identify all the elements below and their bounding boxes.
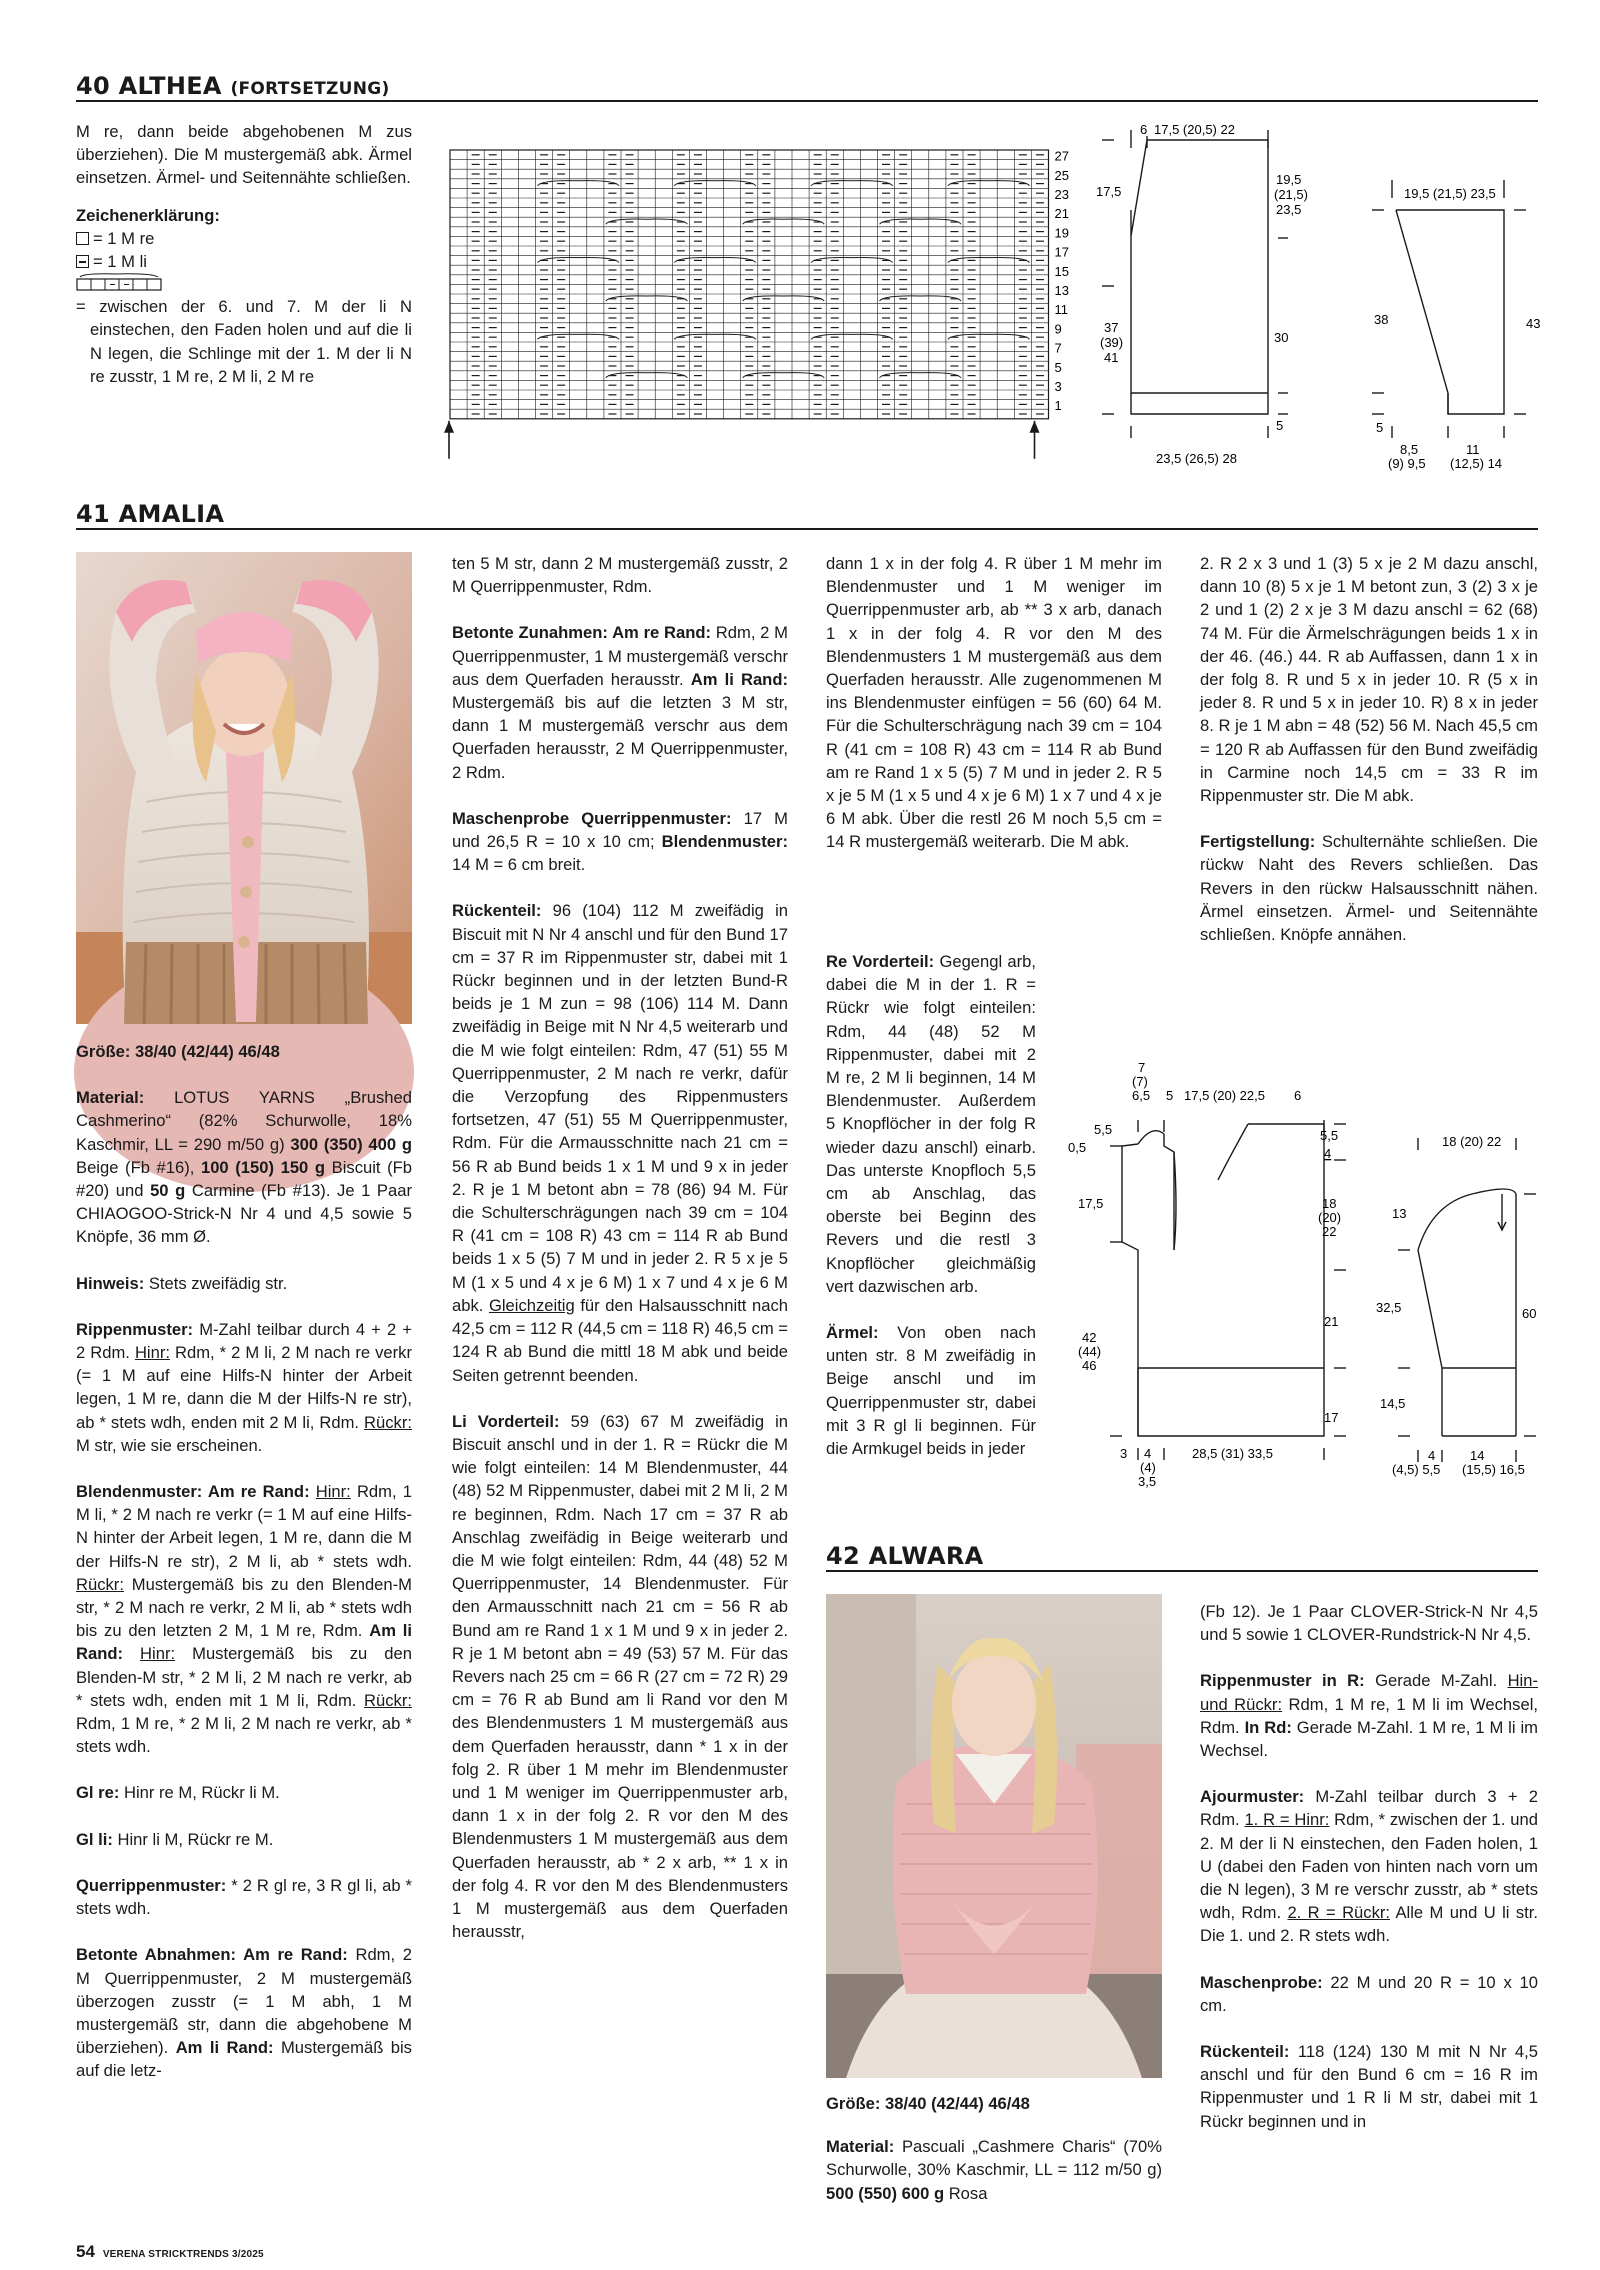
- am-b2: 4: [1144, 1446, 1152, 1461]
- as-r1: 60: [1522, 1306, 1537, 1321]
- amalia-zunahmen: Betonte Zunahmen: Am re Rand: Rdm, 2 M Querrippenmuster, 1 M mustergemäß verschr aus dem Querfaden herausstr. Am li Rand: Mustergemäß bis auf die letzten 3 M str, dann 1 M mustergemäß verschr aus dem Querfaden herausstr, 2 M Querrippenmuster, 2 Rdm.: [452, 623, 788, 782]
- amalia-sleeve-schematic: [1362, 1114, 1544, 1539]
- amalia-querrippenmuster: Querrippenmuster: * 2 R gl re, 3 R gl li, ab * stets wdh.: [76, 1875, 412, 1919]
- as-l3: 14,5: [1380, 1396, 1406, 1411]
- back-left-2c: 41: [1104, 350, 1119, 365]
- althea-intro: M re, dann beide abgehobenen M zus überziehen). Die M mustergemäß abk. Ärmel einsetzen. Ärmel- und Seitennähte schließen.: [76, 122, 412, 188]
- section-rule-alwara: [826, 1570, 1538, 1572]
- page-footer: [76, 2242, 264, 2262]
- back-top-6: 6: [1140, 122, 1148, 137]
- chart-row-label: 3: [1054, 378, 1062, 394]
- section-header-alwara: [826, 1542, 983, 1570]
- amalia-size: Größe: 38/40 (42/44) 46/48: [76, 1042, 280, 1061]
- am-b4: 3,5: [1138, 1474, 1157, 1489]
- chart-row-label: 23: [1054, 186, 1069, 202]
- back-left-1: 17,5: [1096, 184, 1122, 199]
- as-l2: 32,5: [1376, 1300, 1402, 1315]
- legend-cable-text: = zwischen der 6. und 7. M der li N einstechen, den Faden holen und auf die li N legen, die Schlinge mit der 1. M der li N re zusstr, 1 M re, 2 M li, 2 M re: [76, 297, 412, 386]
- cable-symbol-icon: [76, 273, 412, 295]
- amalia-body-schematic: [1068, 1060, 1358, 1545]
- legend-title: Zeichenerklärung:: [76, 205, 220, 225]
- amalia-rippenmuster: Rippenmuster: M-Zahl teilbar durch 4 + 2 + 2 Rdm. Hinr: Rdm, * 2 M li, 2 M nach re verkr (= 1 M auf eine Hilfs-N hinter der Arbeit legen, 1 M re, dann die M der Hilfs-N re str), ab * stets wdh, enden mit 2 M li, Rdm. Rückr: M str, wie sie erscheinen.: [76, 1319, 412, 1455]
- purl-stitch-symbol-icon: [76, 255, 89, 268]
- as-b4: (15,5) 16,5: [1462, 1462, 1525, 1477]
- am-top-5: 17,5 (20) 22,5: [1184, 1088, 1265, 1103]
- chart-row-label: 21: [1054, 206, 1069, 222]
- chart-row-label: 27: [1054, 148, 1069, 164]
- page-number: 54: [76, 2242, 95, 2261]
- back-left-2a: 37: [1104, 320, 1119, 335]
- amalia-c4-intro: 2. R 2 x 3 und 1 (3) 5 x je 2 M dazu anschl, dann 10 (8) 5 x je 1 M betont zun, 3 (2) 3 x je 2 und 1 (2) 2 x je 3 M dazu anschl = 62 (68) 74 M. Für die Ärmelschrägungen beids 1 x in der 46. (46.) 44. R ab Auffassen, dann 1 x in der folg 8. R und 5 x in jeder 10. R (5 x in jeder 8. R und 5 x in jeder 10. R) 8 x in jeder 8. R je 1 M abn = 48 (52) 56 M. Nach 45,5 cm = 120 R ab Auffassen für den Bund zweifädig in Carmine noch 14,5 cm = 33 R im Rippenmuster str. Die M abk.: [1200, 554, 1538, 806]
- am-r5: 17: [1324, 1410, 1339, 1425]
- alwara-rueckenteil: Rückenteil: 118 (124) 130 M mit N Nr 4,5 anschl und für den Bund 6 cm = 16 R im Rippenmuster und 1 R li M str, dabei mit 1 Rückr beginnen und in: [1200, 2042, 1538, 2131]
- am-l2: 0,5: [1068, 1140, 1087, 1155]
- chart-row-label: 25: [1054, 167, 1069, 183]
- am-b5: 28,5 (31) 33,5: [1192, 1446, 1273, 1461]
- legend-purl-text: = 1 M li: [93, 252, 147, 272]
- am-l3: 17,5: [1078, 1196, 1104, 1211]
- althea-back-schematic: [1090, 118, 1308, 483]
- amalia-photo: [76, 552, 412, 1024]
- as-top: 18 (20) 22: [1442, 1134, 1502, 1149]
- legend-row-purl: [76, 250, 412, 273]
- section-rule-amalia: [76, 528, 1538, 530]
- back-right-1b: (21,5): [1274, 187, 1308, 202]
- knit-stitch-symbol-icon: [76, 232, 89, 245]
- sleeve-top: 19,5 (21,5) 23,5: [1404, 186, 1496, 201]
- amalia-column-2: [452, 552, 788, 2242]
- section-header-amalia: [76, 500, 224, 528]
- althea-stitch-chart: [440, 146, 1080, 471]
- amalia-hinweis: Hinweis: Stets zweifädig str.: [76, 1273, 288, 1293]
- back-right-1a: 19,5: [1276, 172, 1302, 187]
- magazine-name: VERENA STRICKTRENDS 3/2025: [102, 2249, 264, 2260]
- am-r1: 5,5: [1320, 1128, 1339, 1143]
- sleeve-bottom-c: (9) 9,5: [1388, 456, 1426, 471]
- legend-row-knit: [76, 227, 412, 250]
- am-l4a: 42: [1082, 1330, 1097, 1345]
- amalia-c2-intro: ten 5 M str, dann 2 M mustergemäß zusstr, 2 M Querrippenmuster, Rdm.: [452, 554, 788, 597]
- amalia-column-3b: [826, 950, 1036, 1546]
- chart-row-label: 11: [1054, 302, 1068, 318]
- am-r4: 21: [1324, 1314, 1339, 1329]
- alwara-ajourmuster: Ajourmuster: M-Zahl teilbar durch 3 + 2 Rdm. 1. R = Hinr: Rdm, * zwischen der 1. und 2. M der li N einstechen, den Faden holen, 1 U (dabei den Faden von hinten nach vorn um die N legen), 3 M re verschr zusstr, ab * stets wdh, Rdm. 2. R = Rückr: Alle M und U li str. Die 1. und 2. R stets wdh.: [1200, 1787, 1538, 1946]
- am-top-6: 6: [1294, 1088, 1302, 1103]
- alwara-column-2: [1200, 1600, 1538, 2240]
- section-title-amalia: 41 AMALIA: [76, 500, 225, 528]
- amalia-abnahmen: Betonte Abnahmen: Am re Rand: Rdm, 2 M Querrippenmuster, 2 M mustergemäß überzogen zusstr (= 1 M abh, 1 M mustergemäß str, dann die abgehobene M überziehen). Am li Rand: Mustergemäß bis auf die letz-: [76, 1945, 412, 2081]
- amalia-blendenmuster: Blendenmuster: Am re Rand: Hinr: Rdm, 1 M li, * 2 M nach re verkr (= 1 M auf eine Hilfs-N hinter der Arbeit legen, 1 M re, dann die M der Hilfs-N re str), 2 M li, ab * stets wdh. Rückr: Mustergemäß bis zu den Blenden-M str, * 2 M nach re verkr, 2 M li, ab * stets wdh bis zu den letzten 2 M, 1 M re, Rdm. Am li Rand: Hinr: Mustergemäß bis zu den Blenden-M str, * 2 M li, 2 M nach re verkr, ab * stets wdh, enden mit 1 M li, Rdm. Rückr: Rdm, 1 M re, * 2 M li, 2 M nach re verkr, ab * stets wdh.: [76, 1482, 412, 1757]
- am-l4c: 46: [1082, 1358, 1097, 1373]
- chart-row-label: 17: [1054, 244, 1069, 260]
- as-b3: (4,5) 5,5: [1392, 1462, 1441, 1477]
- alwara-maschenprobe: Maschenprobe: 22 M und 20 R = 10 x 10 cm.: [1200, 1972, 1538, 2015]
- alwara-material: Material: Pascuali „Cashmere Charis“ (70% Schurwolle, 30% Kaschmir, LL = 112 m/50 g) 500 (550) 600 g Rosa: [826, 2137, 1162, 2203]
- alwara-size: Größe: 38/40 (42/44) 46/48: [826, 2094, 1030, 2113]
- amalia-rueckenteil: Rückenteil: 96 (104) 112 M zweifädig in Biscuit mit N Nr 4 anschl und für den Bund 17 cm = 37 R im Rippenmuster str, dabei mit 1 Rückr beginnen und in der letzten Bund-R beids je 1 M zun = 98 (106) 114 M. Dann zweifädig in Beige mit N Nr 4,5 weiterarb und die M wie folgt einteilen: Rdm, 47 (51) 55 M Querrippenmuster, 2 M nach re verkr, dafür die Verzopfung des Rippenmusters fortsetzen, 47 (51) 55 M Querrippenmuster, Rdm. Für die Armausschnitte nach 21 cm = 56 R ab Bund beids 1 x 1 M und 9 x in jeder 2. R je 1 M betont abn = 78 (86) 94 M. Für die Schulterschrägungen nach 39 cm = 104 R (41 cm = 108 R) 43 cm = 114 R ab Bund beids 1 x 5 (5) 7 M und in jeder 2. R 5 x je 5 M (1 x 5 und 4 x je 6 M) 1 x 7 und 4 x je 6 M abk. Gleichzeitig für den Halsausschnitt nach 42,5 cm = 112 R (44,5 cm = 118 R) 46,5 cm = 124 R ab Bund die mittl 18 M abk und beide Seiten getrennt beenden.: [452, 901, 788, 1385]
- am-r3c: 22: [1322, 1224, 1337, 1239]
- back-top-width: 17,5 (20,5) 22: [1154, 122, 1235, 137]
- back-bottom: 23,5 (26,5) 28: [1156, 451, 1237, 466]
- amalia-maschenprobe: Maschenprobe Querrippenmuster: 17 M und 26,5 R = 10 x 10 cm; Blendenmuster: 14 M = 6 cm breit.: [452, 808, 788, 875]
- amalia-aermel: Ärmel: Von oben nach unten str. 8 M zweifädig in Beige anschl und im Querrippenmuster str, dabei mit 3 R gl li beginnen. Für die Armkugel beids in jeder: [826, 1323, 1036, 1459]
- sleeve-right-1: 43: [1526, 316, 1541, 331]
- am-top-3: 6,5: [1132, 1088, 1151, 1103]
- as-l1: 13: [1392, 1206, 1407, 1221]
- amalia-li-vorderteil: Li Vorderteil: 59 (63) 67 M zweifädig in Biscuit anschl und in der 1. R = Rückr die M wie folgt einteilen: 14 M Blendenmuster, 44 (48) 52 M Rippenmuster, dabei mit 2 M li, 2 M re beginnen, Rdm. Nach 17 cm = 37 R ab Anschlag zweifädig in Beige weiterarb und die M wie folgt einteilen: Rdm, 44 (48) 52 M Querrippenmuster, 14 Blendenmuster. Für den Armausschnitt nach 21 cm = 56 R ab Bund am re Rand 1 x 1 M und 9 x in jeder 2. R je 1 M betont abn = 49 (53) 57 M. Für das Revers nach 25 cm = 66 R (27 cm = 72 R) 29 cm = 76 R ab Bund am li Rand vor den M des Blendenmusters 1 M mustergemäß aus dem Querfaden herausstr, dann * 1 x in der folg 2. R über 1 M mehr im Blendenmuster und 1 M weniger im Querrippenmuster arb, dann 1 x in der folg 2. R vor den M des Blendenmusters 1 M mustergemäß aus dem Querfaden herausstr, ab * 2 x arb, ** 1 x in der folg 4. R vor den M des Blendenmusters 1 M mustergemäß aus dem Querfaden herausstr,: [452, 1411, 788, 1942]
- am-top-1: 7: [1138, 1060, 1146, 1075]
- section-rule-althea: [76, 100, 1538, 102]
- section-subtitle-althea: (FORTSETZUNG): [230, 79, 390, 99]
- chart-row-label: 7: [1054, 340, 1062, 356]
- as-b2: 14: [1470, 1448, 1485, 1463]
- am-l4b: (44): [1078, 1344, 1102, 1359]
- am-top-2: (7): [1132, 1074, 1148, 1089]
- am-l1: 5,5: [1094, 1122, 1113, 1137]
- chart-row-label: 1: [1054, 398, 1062, 414]
- amalia-column-4: [1200, 552, 1538, 1052]
- amalia-material: Material: LOTUS YARNS „Brushed Cashmerino“ (82% Schurwolle, 18% Kaschmir, LL = 290 m/50 g) 300 (350) 400 g Beige (Fb #16), 100 (150) 150 g Biscuit (Fb #20) und 50 g Carmine (Fb #13). Je 1 Paar CHIAOGOO-Strick-N Nr 4 und 4,5 sowie 5 Knöpfe, 36 mm Ø.: [76, 1088, 413, 1247]
- sleeve-left-2: 5: [1376, 420, 1384, 435]
- sleeve-left-1: 38: [1374, 312, 1389, 327]
- chart-row-label: 5: [1054, 359, 1062, 375]
- chart-row-label: 13: [1054, 282, 1069, 298]
- althea-sleeve-schematic: [1340, 118, 1545, 483]
- sleeve-bottom-a: 8,5: [1400, 442, 1419, 457]
- legend-knit-text: = 1 M re: [93, 228, 155, 248]
- section-title-althea: 40 ALTHEA: [76, 72, 222, 100]
- amalia-re-vorderteil: Re Vorderteil: Gegengl arb, dabei die M in der 1. R = Rückr wie folgt einteilen: Rdm, 44 (48) 52 M Rippenmuster, dabei mit 2 M re, 2 M li beginnen, 14 M Blendenmuster. Außerdem 5 Knopflöcher in der folg R wieder dazu anschl) einarb. Das unterste Knopfloch 5,5 cm ab Anschlag, das oberste bei Beginn des Revers und die restl 3 Knopflöcher gleichmäßig vert dazwischen arb.: [826, 952, 1036, 1296]
- am-r3b: (20): [1318, 1210, 1342, 1225]
- alwara-column-1: [826, 2092, 1162, 2240]
- chart-row-label: 9: [1054, 321, 1062, 337]
- althea-text-column: [76, 120, 412, 388]
- chart-row-label: 15: [1054, 263, 1069, 279]
- stitch-chart-svg: [440, 146, 1080, 466]
- alwara-photo: [826, 1594, 1162, 2078]
- amalia-column-1: [76, 1040, 412, 2240]
- back-right-2: 30: [1274, 330, 1289, 345]
- amalia-gl-re: Gl re: Hinr re M, Rückr li M.: [76, 1783, 280, 1803]
- alwara-rippenmuster: Rippenmuster in R: Gerade M-Zahl. Hin- und Rückr: Rdm, 1 M re, 1 M li im Wechsel, Rdm. In Rd: Gerade M-Zahl. 1 M re, 1 M li im Wechsel.: [1200, 1671, 1538, 1761]
- section-header-althea: [76, 72, 390, 100]
- amalia-column-3: [826, 552, 1162, 948]
- sleeve-bottom-d: (12,5) 14: [1450, 456, 1503, 471]
- section-title-alwara: 42 ALWARA: [826, 1542, 984, 1570]
- am-top-4: 5: [1166, 1088, 1174, 1103]
- am-b3: (4): [1140, 1460, 1156, 1475]
- back-left-2b: (39): [1100, 335, 1124, 350]
- back-right-3: 5: [1276, 418, 1284, 433]
- am-r2: 4: [1324, 1146, 1332, 1161]
- amalia-c3-intro: dann 1 x in der folg 4. R über 1 M mehr im Blendenmuster und 1 M weniger im Querrippenmuster arb, ab ** 3 x arb, danach 1 x in der folg 4. R vor den M des Blendenmusters 1 M mustergemäß aus dem Querfaden herausstr. Alle zugenommenen M ins Blendenmuster einfügen = 56 (60) 64 M. Für die Schulterschrägung nach 39 cm = 104 R (41 cm = 108 R) 43 cm = 114 R ab Bund am re Rand 1 x 5 (5) 7 M und in jeder 2. R 5 x je 5 M (1 x 5 und 4 x je 6 M) 1 x 7 und 4 x je 6 M abk. Über die restl 26 M noch 5,5 cm = 14 R mustergemäß weiterarb. Die M abk.: [826, 554, 1162, 852]
- am-b1: 3: [1120, 1446, 1128, 1461]
- alwara-c2-intro: (Fb 12). Je 1 Paar CLOVER-Strick-N Nr 4,5 und 5 sowie 1 CLOVER-Rundstrick-N Nr 4,5.: [1200, 1602, 1538, 1645]
- back-right-1c: 23,5: [1276, 202, 1302, 217]
- amalia-gl-li: Gl li: Hinr li M, Rückr re M.: [76, 1829, 274, 1849]
- as-b1: 4: [1428, 1448, 1436, 1463]
- am-r3a: 18: [1322, 1196, 1337, 1211]
- amalia-fertigstellung: Fertigstellung: Schulternähte schließen. Die rückw Naht des Revers schließen. Das Revers in den rückw Halsausschnitt nähen. Ärmel einsetzen. Ärmel- und Seitennähte schließen. Knöpfe annähen.: [1200, 832, 1538, 945]
- chart-row-label: 19: [1054, 225, 1069, 241]
- sleeve-bottom-b: 11: [1466, 442, 1480, 457]
